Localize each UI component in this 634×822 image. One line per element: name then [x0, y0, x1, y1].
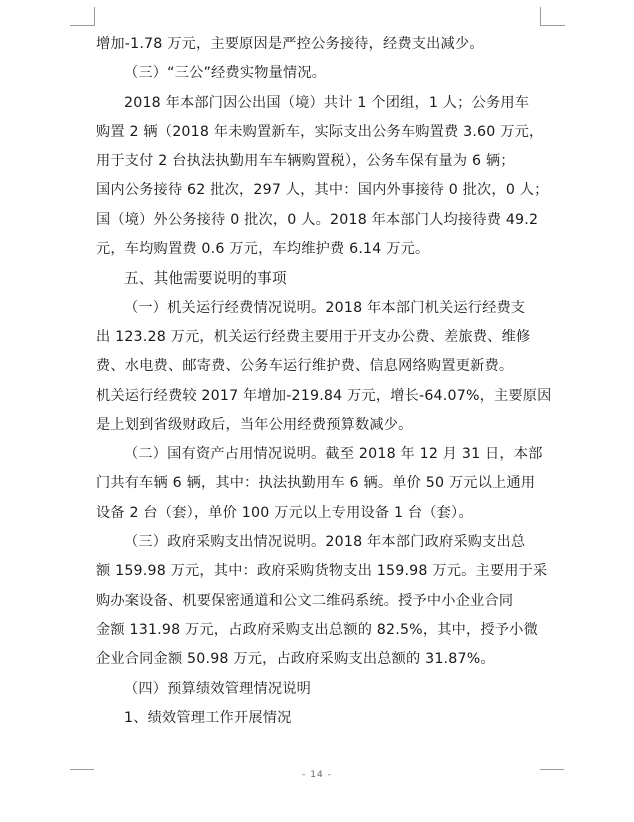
crop-mark-top-right — [540, 7, 565, 26]
text-line: 是上划到省级财政后，当年公用经费预算数减少。 — [96, 416, 413, 433]
text-line: 设备 2 台（套），单价 100 万元以上专用设备 1 台（套）。 — [96, 504, 473, 521]
section-heading: 五、其他需要说明的事项 — [124, 270, 287, 288]
text-line: 国（境）外公务接待 0 批次，0 人。2018 年本部门人均接待费 49.2 — [96, 211, 539, 228]
section-heading: （四）预算绩效管理情况说明 — [124, 680, 312, 697]
crop-mark-top-left — [70, 7, 95, 26]
text-line: 用于支付 2 台执法执勤用车车辆购置税），公务车保有量为 6 辆； — [96, 153, 515, 170]
section-heading: （三）“三公”经费实物量情况。 — [124, 65, 327, 82]
text-line: （一）机关运行经费情况说明。2018 年本部门机关运行经费支 — [124, 299, 526, 316]
text-line: 费、水电费、邮寄费、公务车运行维护费、信息网络购置更新费。 — [96, 358, 514, 375]
text-line: 2018 年本部门因公出国（境）共计 1 个团组，1 人；公务用车 — [124, 94, 530, 111]
text-line: （二）国有资产占用情况说明。截至 2018 年 12 月 31 日，本部 — [124, 446, 543, 463]
text-line: 企业合同金额 50.98 万元，占政府采购支出总额的 31.87%。 — [96, 651, 495, 668]
text-line: 购办案设备、机要保密通道和公文二维码系统。授予中小企业合同 — [96, 592, 514, 609]
text-line: 元，车均购置费 0.6 万元，车均维护费 6.14 万元。 — [96, 241, 430, 258]
text-line: 增加-1.78 万元，主要原因是严控公务接待，经费支出减少。 — [96, 36, 484, 52]
section-heading: 1、绩效管理工作开展情况 — [124, 709, 292, 726]
text-line: 额 159.98 万元，其中：政府采购货物支出 159.98 万元。主要用于采 — [96, 563, 548, 580]
text-line: 机关运行经费较 2017 年增加-219.84 万元，增长-64.07%，主要原因 — [96, 387, 552, 404]
text-line: 购置 2 辆（2018 年未购置新车，实际支出公务车购置费 3.60 万元， — [96, 123, 544, 140]
text-line: 出 123.28 万元，机关运行经费主要用于开支办公费、差旅费、维修 — [96, 328, 531, 345]
text-line: 金额 131.98 万元，占政府采购支出总额的 82.5%，其中，授予小微 — [96, 621, 538, 638]
text-line: 门共有车辆 6 辆，其中：执法执勤用车 6 辆。单价 50 万元以上通用 — [96, 475, 536, 492]
text-line: 国内公务接待 62 批次，297 人，其中：国内外事接待 0 批次，0 人； — [96, 182, 549, 199]
text-line: （三）政府采购支出情况说明。2018 年本部门政府采购支出总 — [124, 534, 526, 551]
document-body — [96, 30, 552, 733]
page-number: - 14 - — [302, 770, 332, 780]
